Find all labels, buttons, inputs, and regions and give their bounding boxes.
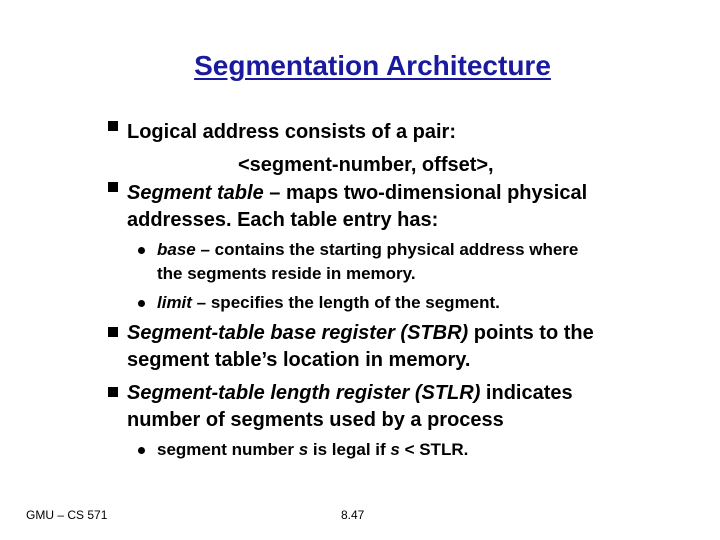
sub-bullet-limit — [157, 293, 500, 313]
slide-title: Segmentation Architecture — [194, 50, 551, 81]
bullet-4-rest: indicates — [480, 382, 573, 404]
sub-bullet-limit-rest: – specifies the length of the segment. — [191, 293, 500, 312]
square-bullet-icon — [106, 119, 120, 133]
sub-bullet-base-rest: – contains the starting physical address where — [195, 240, 579, 259]
legal-var-s: s — [390, 440, 400, 459]
legal-pre: segment number — [157, 440, 299, 459]
sub-bullet-legal-segment — [157, 440, 468, 460]
bullet-3-rest: points to the — [468, 322, 594, 344]
legal-mid: is legal if — [308, 440, 391, 459]
bullet-2-line-2: addresses. Each table entry has: — [127, 209, 439, 231]
bullet-3-line-2: segment table’s location in memory. — [127, 349, 471, 371]
square-bullet-icon — [106, 385, 120, 399]
sub-bullet-limit-term: limit — [157, 293, 192, 312]
legal-var-s: s — [298, 440, 309, 459]
bullet-4-line-1 — [127, 381, 573, 405]
bullet-2-term: Segment table — [127, 182, 264, 204]
sub-bullet-base-term: base — [157, 240, 196, 259]
bullet-4-line-2: number of segments used by a process — [127, 409, 504, 431]
bullet-2-rest: – maps two-dimensional physical — [263, 182, 588, 204]
legal-post: < STLR. — [399, 440, 469, 459]
bullet-3-term: Segment-table base register (STBR) — [127, 322, 469, 344]
square-bullet-icon — [106, 180, 120, 194]
dot-bullet-icon — [135, 244, 147, 256]
square-bullet-icon — [106, 325, 120, 339]
bullet-2-line-1 — [127, 181, 587, 205]
sub-bullet-base-line-2: the segments reside in memory. — [157, 264, 416, 283]
dot-bullet-icon — [135, 297, 147, 309]
bullet-4-term: Segment-table length register (STLR) — [127, 382, 481, 404]
bullet-3-line-1 — [127, 321, 594, 345]
footer-course: GMU – CS 571 — [26, 508, 108, 522]
footer-slide-number: 8.47 — [341, 508, 365, 522]
sub-bullet-base-line-1 — [157, 240, 578, 260]
bullet-1-line-1: Logical address consists of a pair: — [127, 121, 456, 143]
dot-bullet-icon — [135, 444, 147, 456]
bullet-1-line-2: <segment-number, offset>, — [238, 154, 494, 176]
